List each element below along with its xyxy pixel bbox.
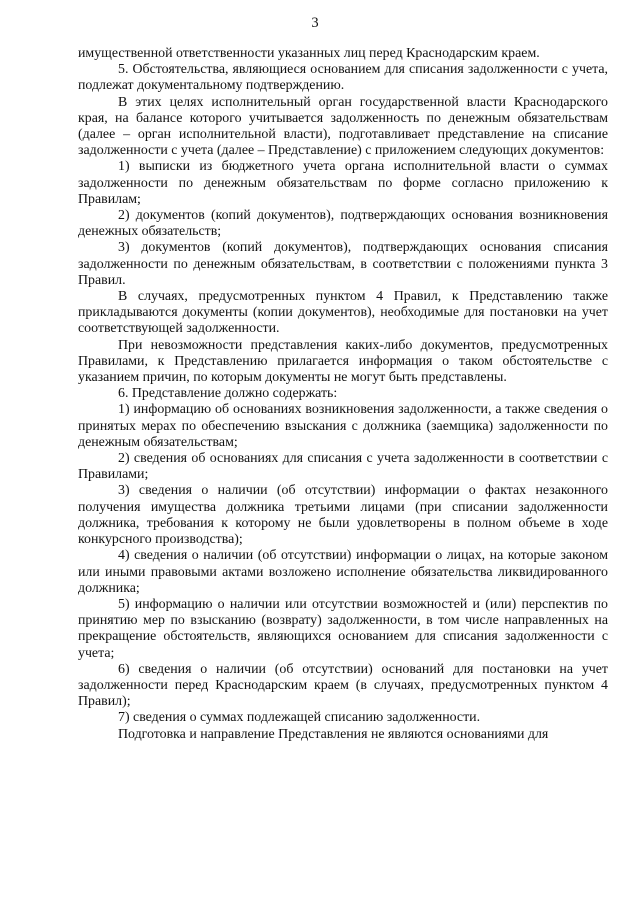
paragraph-item-1: 1) выписки из бюджетного учета органа исполнительной власти о суммах задолженности по денежным обязательствам по форме согласно приложению к Правилам; — [78, 159, 608, 207]
paragraph-content-item-4: 4) сведения о наличии (об отсутствии) информации о лицах, на которые законом или иными правовыми актами возложено исполнение обязательства ликвидированного должника; — [78, 548, 608, 596]
paragraph-content-item-2: 2) сведения об основаниях для списания с учета задолженности в соответствии с Правилами; — [78, 451, 608, 483]
paragraph-impossibility: При невозможности представления каких-либо документов, предусмотренных Правилами, к Представлению прилагается информация о таком обстоятельстве с указанием причин, по которым документы не могут быть представлены. — [78, 337, 608, 386]
paragraph-item-3: 3) документов (копий документов), подтверждающих основания списания задолженности по денежным обязательствам, в соответствии с положениями пункта 3 Правил. — [78, 240, 608, 288]
document-body — [78, 46, 608, 743]
paragraph-content-item-5: 5) информацию о наличии или отсутствии возможностей и (или) перспектив по принятию мер по взысканию (возврату) задолженности, в том числе направленных на прекращение обстоятельств, являющихся основанием для списания задолженности с учета; — [78, 596, 608, 661]
page-number: 3 — [311, 15, 319, 31]
paragraph-clause-5: 5. Обстоятельства, являющиеся основанием для списания задолженности с учета, подлежат документальному подтверждению. — [78, 62, 608, 94]
paragraph-continuation: имущественной ответственности указанных лиц перед Краснодарским краем. — [78, 46, 540, 61]
paragraph-content-item-1: 1) информацию об основаниях возникновения задолженности, а также сведения о принятых мерах по обеспечению взыскания с должника (заемщика) задолженности по денежным обязательствам; — [78, 402, 608, 450]
paragraph-preparation: Подготовка и направление Представления не являются основаниями для — [118, 726, 549, 742]
paragraph-content-item-6: 6) сведения о наличии (об отсутствии) оснований для постановки на учет задолженности перед Краснодарским краем (в случаях, предусмотренных пунктом 4 Правил); — [78, 661, 608, 710]
paragraph-item-2: 2) документов (копий документов), подтверждающих основания возникновения денежных обязательств; — [78, 208, 608, 240]
paragraph-representation-intro: В этих целях исполнительный орган государственной власти Краснодарского края, на балансе которого учитывается задолженность по денежным обязательствам (далее – орган исполнительной власти), подготавливает представление на списание задолженности с учета (далее – Представление) с приложением следующих документов: — [78, 94, 608, 159]
paragraph-cases-clause-4: В случаях, предусмотренных пунктом 4 Правил, к Представлению также прикладываются документы (копии документов), необходимые для постановки на учет соответствующей задолженности. — [78, 289, 608, 337]
paragraph-clause-6: 6. Представление должно содержать: — [118, 386, 338, 402]
paragraph-content-item-7: 7) сведения о суммах подлежащей списанию задолженности. — [118, 710, 481, 726]
paragraph-content-item-3: 3) сведения о наличии (об отсутствии) информации о фактах незаконного получения имущества должника третьими лицами (при списании задолженности должника, требования к которому не были удовлетворены в полном объеме в ходе конкурсного производства); — [78, 483, 608, 548]
